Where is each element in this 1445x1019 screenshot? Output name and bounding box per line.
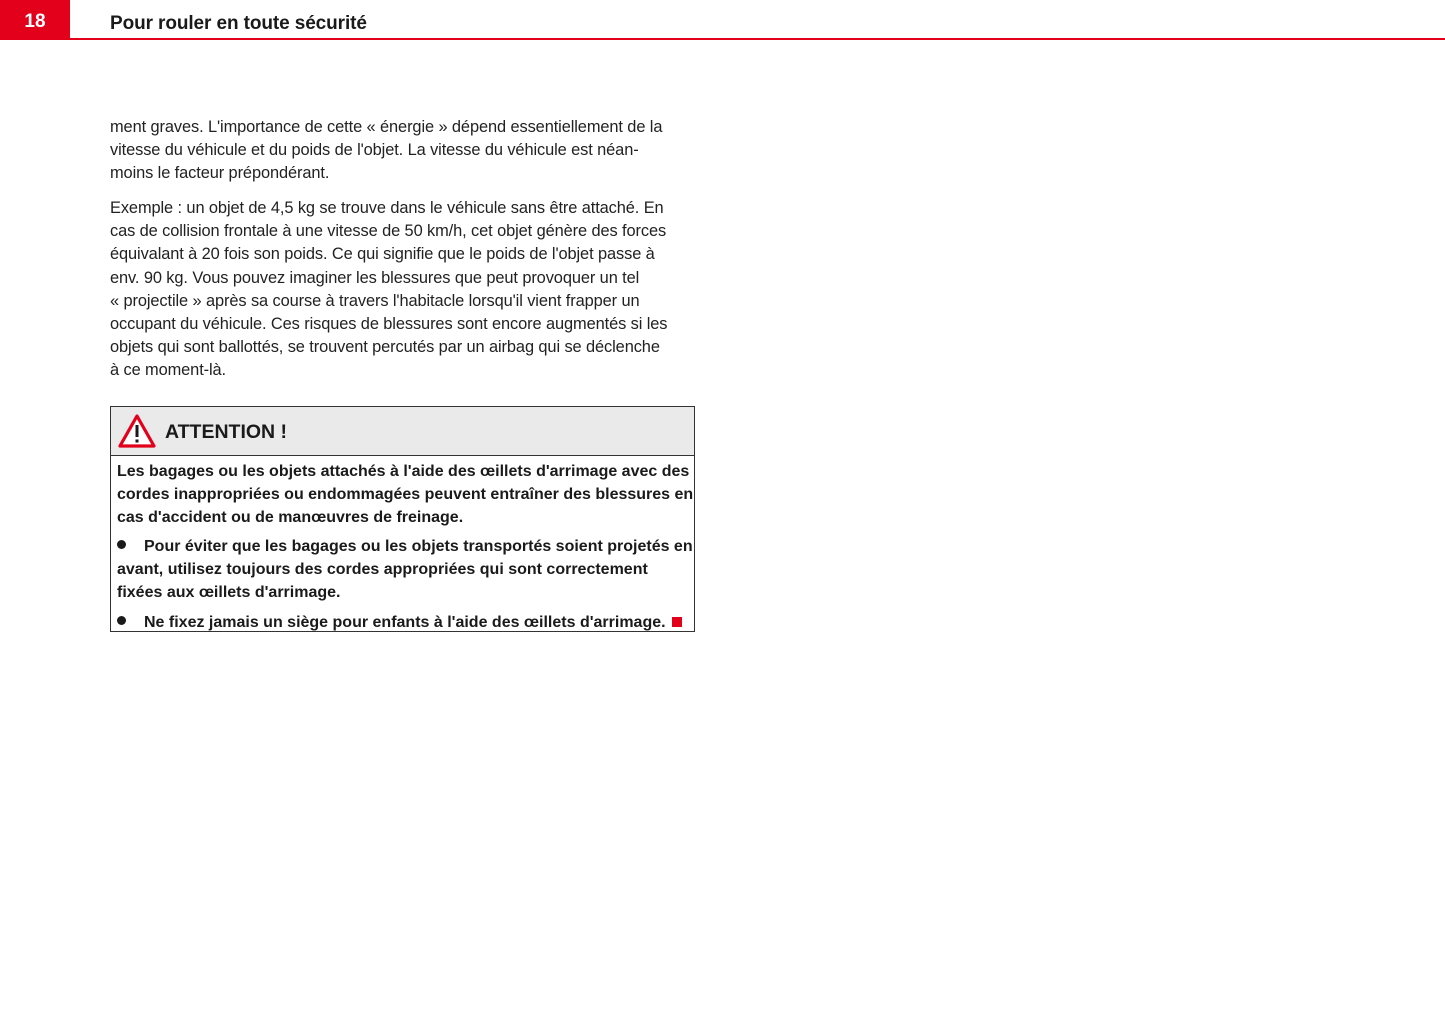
warning-intro <box>117 460 694 529</box>
text-line: « projectile » après sa course à travers l'habitacle lorsqu'il vient frapper un <box>110 291 640 310</box>
text-line: Ne fixez jamais un siège pour enfants à l'aide des œillets d'arrimage. <box>144 613 666 631</box>
bullet-icon <box>117 540 126 549</box>
text-line: cordes inappropriées ou endommagées peuvent entraîner des blessures en <box>117 486 694 504</box>
text-line: moins le facteur prépondérant. <box>110 164 330 183</box>
main-content <box>110 116 696 394</box>
text-line: ment graves. L'importance de cette « énergie » dépend essentiellement de la <box>110 118 663 136</box>
header-rule <box>70 38 1445 40</box>
paragraph-energy <box>110 116 696 185</box>
text-line: occupant du véhicule. Ces risques de blessures sont encore augmentés si les <box>110 314 668 333</box>
bullet-icon <box>117 616 126 625</box>
chapter-title: Pour rouler en toute sécurité <box>110 13 367 34</box>
text-line: avant, utilisez toujours des cordes appropriées qui sont correctement <box>117 561 648 579</box>
text-line: env. 90 kg. Vous pouvez imaginer les blessures que peut provoquer un tel <box>110 268 640 287</box>
text-line-with-bullet <box>117 535 693 558</box>
text-line: fixées aux œillets d'arrimage. <box>117 584 341 602</box>
text-line: à ce moment-là. <box>110 360 227 379</box>
warning-bullet-2 <box>117 611 688 634</box>
warning-bullet-1 <box>117 535 693 604</box>
text-line: cas d'accident ou de manœuvres de freinage. <box>117 509 464 527</box>
page-number: 18 <box>0 0 70 40</box>
warning-header <box>111 407 694 456</box>
text-line: Pour éviter que les bagages ou les objets transportés soient projetés en <box>144 538 693 556</box>
warning-triangle-icon <box>117 413 157 449</box>
text-line: Les bagages ou les objets attachés à l'aide des œillets d'arrimage avec des <box>117 463 690 480</box>
paragraph-example <box>110 197 696 382</box>
warning-body <box>111 456 694 634</box>
text-line: cas de collision frontale à une vitesse de 50 km/h, cet objet génère des forces <box>110 222 667 241</box>
text-line: équivalant à 20 fois son poids. Ce qui signifie que le poids de l'objet passe à <box>110 245 655 264</box>
warning-title: ATTENTION ! <box>165 421 288 443</box>
text-line: objets qui sont ballottés, se trouvent percutés par un airbag qui se déclenche <box>110 337 660 356</box>
text-line: vitesse du véhicule et du poids de l'objet. La vitesse du véhicule est néan- <box>110 141 639 160</box>
text-line-with-bullet <box>117 611 688 634</box>
text-line: Exemple : un objet de 4,5 kg se trouve dans le véhicule sans être attaché. En <box>110 199 664 218</box>
end-of-section-icon <box>672 617 682 627</box>
warning-box <box>110 406 695 632</box>
